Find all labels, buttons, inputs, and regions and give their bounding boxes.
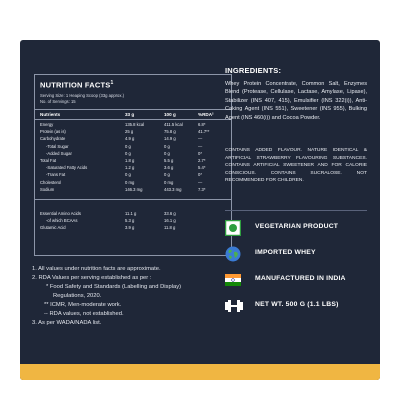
- globe-icon: [225, 246, 243, 262]
- ingredients-title: INGREDIENTS:: [225, 66, 282, 75]
- note-icmr: ** ICMR, Men-moderate work.: [44, 302, 122, 308]
- nutrient-value: 5.4*: [198, 165, 206, 171]
- nutrient-value: 0 g: [125, 150, 131, 156]
- nutrient-name: -Trans Fat: [46, 172, 66, 178]
- table-row: [35, 144, 231, 151]
- nutrient-name: Protein (as is): [40, 129, 66, 135]
- table-row: [35, 187, 231, 194]
- nutrition-facts-box: [34, 74, 232, 256]
- feature-net-weight: [225, 298, 375, 314]
- table-row: [35, 180, 231, 187]
- contains-warning: CONTAINS ADDED FLAVOUR. NATURE IDENTICAL & ARTIFICIAL STRAWBERRY FLAVOURING SUBSTANCES. CONTAINS ARTIFICIAL SWEETENER AND FOR CALORIE CONSCIOUS. CONTAINS SUCRALOSE. NOT RECOMMENDED FOR CHILDREN.: [225, 148, 367, 184]
- feature-vegetarian: [225, 220, 375, 236]
- table-divider: [35, 199, 231, 200]
- nutrient-name: -of which BCAAs: [46, 218, 78, 224]
- nutrient-value: 5.5 g: [164, 158, 174, 163]
- header-100g: 100 g: [164, 112, 176, 117]
- note-fss-cont: Regulations, 2020.: [53, 293, 102, 299]
- nutrient-name: Essential Amino Acids: [40, 211, 81, 216]
- table-row: [35, 122, 231, 129]
- nutrient-value: 135.8 kcal: [125, 122, 145, 127]
- table-row: [35, 218, 231, 225]
- table-row: [35, 165, 231, 172]
- nutrient-value: 25 g: [125, 129, 134, 135]
- nutrient-value: 443.3 mg: [164, 186, 182, 192]
- ingredients-text: Whey Protein Concentrate, Common Salt, Enzymes Blend (Protease, Cellulase, Lactase, Amylase, Lipase), Stabilizer (INS 407, 415), Emulsifier (INS 322(i)), Anti-Caking Agent (INS 551), Sweetener (INS 955), Bulking Agent (INS 460(i)) and Cocoa Powder.: [225, 81, 367, 121]
- nutrient-value: 0 g: [125, 143, 131, 149]
- nutrient-value: 41.7**: [198, 129, 210, 135]
- nutrient-value: 0 g: [164, 172, 170, 178]
- nutrient-name: -Total Sugar: [46, 143, 69, 149]
- nutrient-value: —: [198, 179, 203, 185]
- accent-bar: [20, 364, 380, 380]
- table-row: [35, 225, 231, 232]
- nutrient-value: 0 g: [164, 143, 170, 149]
- header-rda: %RDA²: [198, 112, 214, 117]
- nutrient-name: Energy: [40, 122, 54, 127]
- serving-size: Serving Size: 1 Heaping Scoop (33g approx.): [40, 93, 125, 98]
- india-flag-icon: [225, 272, 243, 288]
- feature-label: IMPORTED WHEY: [255, 249, 316, 256]
- table-row: [35, 129, 231, 136]
- table-row: [35, 211, 231, 218]
- nutrient-value: 14.9 g: [164, 136, 176, 142]
- table-row: [35, 151, 231, 158]
- nutrient-value: 1.2 g: [125, 165, 135, 171]
- nutrient-name: -Saturated Fatty Acids: [46, 165, 88, 171]
- note-fss: * Food Safety and Standards (Labelling and Display): [46, 284, 182, 290]
- nutrient-value: 5.3 g: [125, 218, 135, 224]
- nutrient-value: 1.8 g: [125, 158, 135, 163]
- table-row: [35, 172, 231, 179]
- note-3: 3. As per WADA/NADA list.: [32, 320, 102, 326]
- nutrient-value: 33.6 g: [164, 211, 176, 216]
- table-row: [35, 158, 231, 165]
- nutrient-value: —: [198, 143, 203, 149]
- note-1: 1. All values under nutrition facts are approximate.: [32, 266, 161, 272]
- nutrient-name: Total Fat: [40, 158, 57, 163]
- feature-made-in-india: [225, 272, 375, 288]
- feature-imported-whey: [225, 246, 375, 262]
- header-33g: 33 g: [125, 112, 135, 117]
- feature-label: VEGETARIAN PRODUCT: [255, 223, 339, 230]
- nutrient-value: 0 mg: [125, 179, 135, 185]
- nutrient-value: 0*: [198, 150, 202, 156]
- nutrient-value: 6.8*: [198, 122, 206, 127]
- nutrient-value: 2.7*: [198, 158, 206, 163]
- feature-label: MANUFACTURED IN INDIA: [255, 275, 346, 282]
- feature-label: NET WT. 500 G (1.1 LBS): [255, 301, 339, 308]
- nutrient-name: Carbohydrate: [40, 136, 66, 142]
- nutrient-value: 11.1 g: [125, 211, 137, 216]
- note-rda: -- RDA values, not established.: [44, 311, 124, 317]
- nutrient-name: Sodium: [40, 186, 55, 192]
- servings-count: No. of Servings: 15: [40, 99, 76, 104]
- dumbbell-icon: [225, 298, 243, 314]
- nutrient-value: 4.9 g: [125, 136, 135, 142]
- nutrient-value: 0 mg: [164, 179, 174, 185]
- nutrient-value: 0 g: [164, 150, 170, 156]
- veg-mark-icon: [225, 220, 243, 236]
- nutrient-value: 75.8 g: [164, 129, 176, 135]
- product-label-panel: [20, 40, 380, 380]
- nutrient-value: 411.5 kcal: [164, 122, 183, 127]
- nutrient-value: 0*: [198, 172, 202, 178]
- nutrient-name: Glutamic Acid: [40, 225, 66, 231]
- nutrient-value: 7.3*: [198, 186, 206, 192]
- table-row: [35, 136, 231, 143]
- ingredients-divider: [225, 210, 367, 211]
- nutrient-value: —: [198, 136, 203, 142]
- nutrient-name: Cholesterol: [40, 179, 62, 185]
- note-2: 2. RDA Values per serving established as per :: [32, 275, 152, 281]
- header-nutrients: Nutrients: [40, 112, 61, 117]
- nutrient-value: 11.8 g: [164, 225, 176, 231]
- nutrition-table-header: [35, 109, 231, 120]
- nutrient-value: 3.6 g: [164, 165, 174, 171]
- nutrient-value: 146.3 mg: [125, 186, 143, 192]
- nutrient-value: 16.1 g: [164, 218, 176, 224]
- nutrient-name: -Added Sugar: [46, 150, 72, 156]
- nutrition-facts-title: NUTRITION FACTS$^1$: [40, 80, 114, 90]
- nutrient-value: 3.9 g: [125, 225, 135, 231]
- nutrient-value: 0 g: [125, 172, 131, 178]
